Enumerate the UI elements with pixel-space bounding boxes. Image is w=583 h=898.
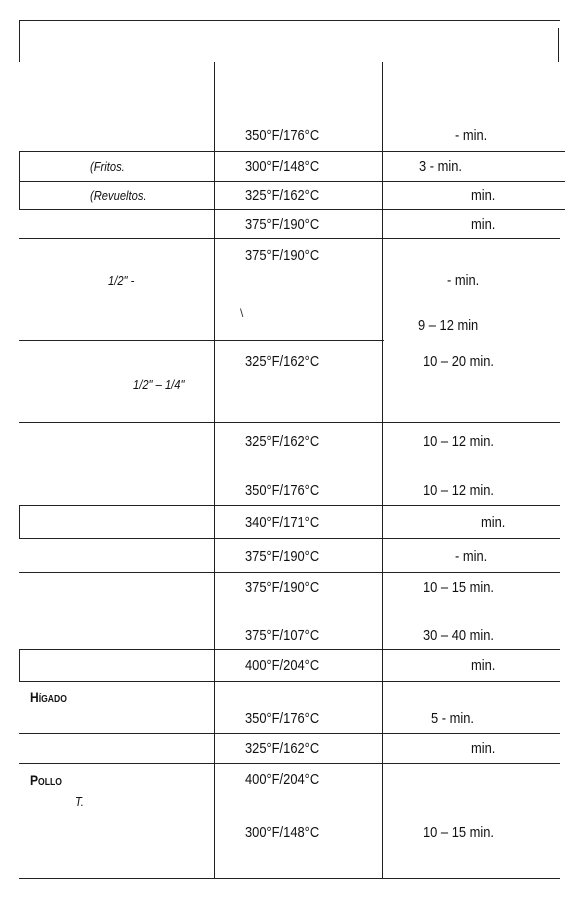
stray-mark: \: [240, 306, 244, 320]
temperature-cell: 340°F/171°C: [245, 514, 320, 531]
row-divider: [19, 733, 560, 734]
food-label-bold: Hígado: [30, 689, 67, 705]
temperature-cell: 325°F/162°C: [245, 433, 320, 450]
temperature-cell: 300°F/148°C: [245, 158, 320, 175]
row-divider: [19, 340, 384, 341]
temperature-cell: 400°F/204°C: [245, 771, 320, 788]
time-cell: min.: [471, 216, 496, 233]
column-divider-1: [214, 62, 215, 879]
temperature-cell: 325°F/162°C: [245, 740, 320, 757]
time-cell: min.: [471, 657, 496, 674]
column-divider-2: [382, 62, 383, 879]
temperature-cell: 375°F/190°C: [245, 548, 320, 565]
temperature-cell: 350°F/176°C: [245, 127, 320, 144]
food-label: (Revueltos.: [90, 188, 147, 203]
temperature-cell: 375°F/190°C: [245, 247, 320, 264]
table-bottom-border: [19, 878, 560, 879]
temperature-cell: 350°F/176°C: [245, 710, 320, 727]
temperature-cell-secondary: 375°F/107°C: [245, 627, 320, 644]
left-tick: [19, 649, 20, 681]
row-divider: [19, 763, 560, 764]
row-divider: [19, 151, 565, 152]
temperature-cell: 325°F/162°C: [245, 353, 320, 370]
temperature-cell-secondary: 350°F/176°C: [245, 482, 320, 499]
time-cell: min.: [481, 514, 506, 531]
time-cell: - min.: [455, 548, 488, 565]
time-cell-secondary: 10 – 12 min.: [423, 482, 495, 499]
row-divider: [19, 209, 565, 210]
row-divider: [19, 681, 560, 682]
time-cell: 10 – 12 min.: [423, 433, 495, 450]
food-label: 1/2" -: [108, 273, 135, 288]
row-divider: [19, 572, 560, 573]
left-tick: [19, 505, 20, 538]
row-divider: [19, 238, 560, 239]
table-top-border: [19, 20, 560, 21]
time-cell: 5 - min.: [431, 710, 475, 727]
table-left-border: [19, 20, 20, 62]
temperature-cell: 375°F/190°C: [245, 216, 320, 233]
food-label: (Fritos.: [90, 159, 125, 174]
table-right-border: [558, 28, 559, 62]
row-divider: [19, 422, 560, 423]
temperature-cell-secondary: 300°F/148°C: [245, 824, 320, 841]
row-divider: [19, 649, 560, 650]
time-cell: min.: [471, 740, 496, 757]
temperature-cell: 400°F/204°C: [245, 657, 320, 674]
food-label: 1/2" – 1/4": [133, 377, 185, 392]
time-cell: - min.: [455, 127, 488, 144]
food-label-bold: Pollo: [30, 772, 62, 788]
time-cell: - min.: [447, 272, 480, 289]
left-tick: [19, 151, 20, 209]
row-divider: [19, 538, 560, 539]
time-cell-secondary: 30 – 40 min.: [423, 627, 495, 644]
row-divider: [19, 181, 565, 182]
temperature-cell: 375°F/190°C: [245, 579, 320, 596]
time-cell: min.: [471, 187, 496, 204]
time-cell: 10 – 20 min.: [423, 353, 495, 370]
time-cell: 10 – 15 min.: [423, 579, 495, 596]
temperature-cell: 325°F/162°C: [245, 187, 320, 204]
time-cell: 3 - min.: [419, 158, 463, 175]
row-divider: [19, 505, 560, 506]
time-cell: 10 – 15 min.: [423, 824, 495, 841]
time-cell-secondary: 9 – 12 min: [418, 317, 479, 334]
food-sublabel: T.: [75, 794, 84, 809]
